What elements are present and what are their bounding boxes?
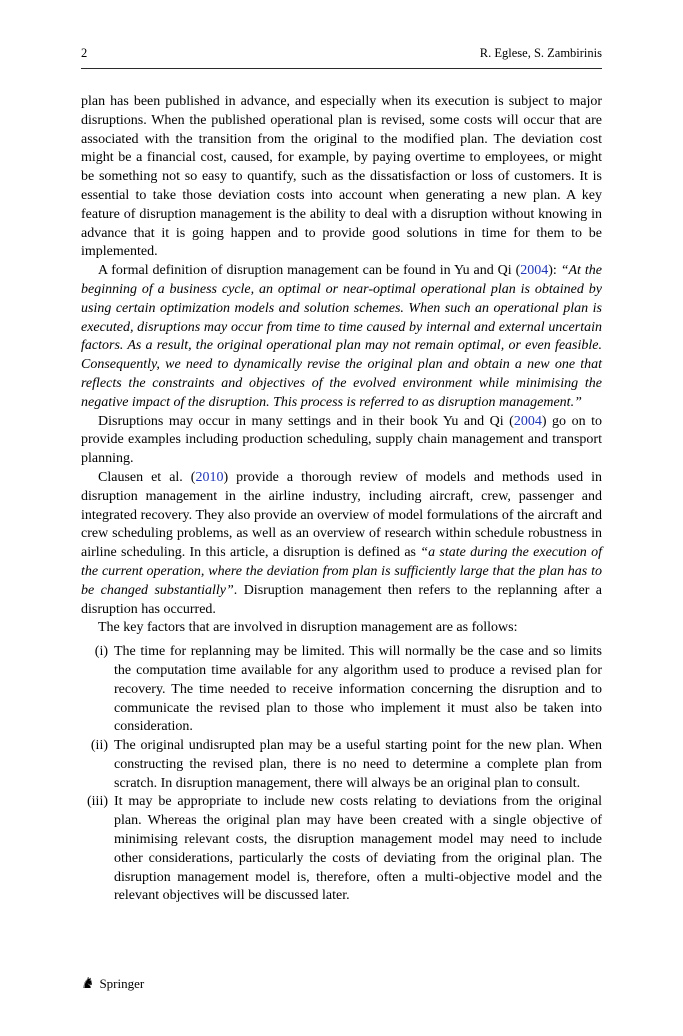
citation-yu-qi-2004-second[interactable]: 2004 [513, 413, 542, 429]
paragraph-definition [81, 262, 602, 412]
paragraph-definition-text: A formal definition of disruption management can be found in Yu and Qi ( [98, 263, 521, 279]
paragraph-clausen-text-after-cite: ) provide a thorough review of models and methods used in disruption management in the airline industry, including aircraft, crew, passenger and integrated recovery. They also provide an overview of model formulations of the aircraft and crew scheduling problems, as well as an overview of research within schedule robustness in airline scheduling. In this article, a disruption is defined as [81, 469, 603, 561]
paragraph-key-factors-lead-text: The key factors that are involved in disruption management are as follows: [98, 620, 518, 636]
list-item-label: (ii) [90, 738, 108, 754]
paragraph-clausen-review [81, 469, 602, 619]
springer-logo-icon: ♞ [81, 975, 95, 992]
running-head-authors: R. Eglese, S. Zambirinis [479, 46, 602, 60]
paragraph-clausen-text-end: . Disruption management then refers to the replanning after a disruption has occurred. [81, 582, 602, 617]
page-body [81, 93, 602, 906]
list-item-text: It may be appropriate to include new costs relating to deviations from the original plan. Whereas the original plan may have been created with a single objective of minimising relevant costs, the disruption management model may need to include other considerations, particularly the costs of deviating from the original plan. The disruption management model is, therefore, often a multi-objective model and the relevant objectives will be discussed later. [114, 794, 602, 904]
list-item-label: (iii) [87, 794, 108, 810]
paragraph-definition-text-after-cite: ): [548, 263, 561, 279]
list-item-text: The original undisrupted plan may be a useful starting point for the new plan. When constructing the revised plan, there is no need to determine a complete plan from scratch. In disruption management, there will always be an original plan to consult. [114, 738, 602, 791]
paragraph-key-factors-lead [81, 619, 602, 638]
key-factors-list [81, 643, 602, 906]
list-item [81, 737, 602, 793]
list-item-text: The time for replanning may be limited. This will normally be the case and so limits the computation time available for any algorithm used to produce a revised plan for recovery. The time needed to receive information concerning the disruption and to communicate the revised plan to those who implement it must also be taken into consideration. [114, 644, 602, 735]
list-item [81, 643, 602, 737]
citation-clausen-2010[interactable]: 2010 [195, 469, 224, 485]
running-header [81, 46, 602, 69]
page-number: 2 [81, 46, 88, 60]
publisher-name: Springer [99, 976, 145, 991]
list-item [81, 793, 602, 906]
paragraph-settings [81, 413, 602, 469]
citation-yu-qi-2004[interactable]: 2004 [520, 263, 549, 279]
paragraph-clausen-text: Clausen et al. ( [98, 469, 196, 485]
disruption-definition-quote-text: “a state during the execution of the current operation, where the deviation from plan is sufficiently large that the plan has to be changed substantially” [81, 545, 602, 598]
definition-quote-text: “At the beginning of a business cycle, an optimal or near-optimal operational plan is obtained by using certain optimization models and solution schemes. When such an operational plan is executed, disruptions may occur from time to time caused by internal and external uncertain factors. As a result, the original operational plan may not remain optimal, or even feasible. Consequently, we need to dynamically revise the original plan and obtain a new one that reflects the constraints and objectives of the evolved environment while minimising the negative impact of the disruption. This process is referred to as disruption management.” [81, 263, 602, 410]
paragraph-intro-text: plan has been published in advance, and especially when its execution is subject to major disruptions. When the published operational plan is revised, some costs will occur that are associated with the transition from the original to the modified plan. The deviation cost might be a financial cost, caused, for example, by paying overtime to employees, or might be something not so easy to quantify, such as the dissatisfaction or loss of customers. It is essential to take those deviation costs into account when generating a new plan. A key feature of disruption management is the ability to deal with a disruption without knowing in advance that it is going happen and to provide good solutions in time for them to be implemented. [81, 94, 602, 260]
list-item-label: (i) [94, 644, 108, 660]
paragraph-settings-text-after-cite: ) go on to provide examples including production scheduling, supply chain management and transport planning. [81, 413, 602, 467]
paragraph-settings-text: Disruptions may occur in many settings and in their book Yu and Qi ( [98, 413, 514, 429]
page-footer [81, 976, 144, 992]
paragraph-intro [81, 93, 602, 262]
